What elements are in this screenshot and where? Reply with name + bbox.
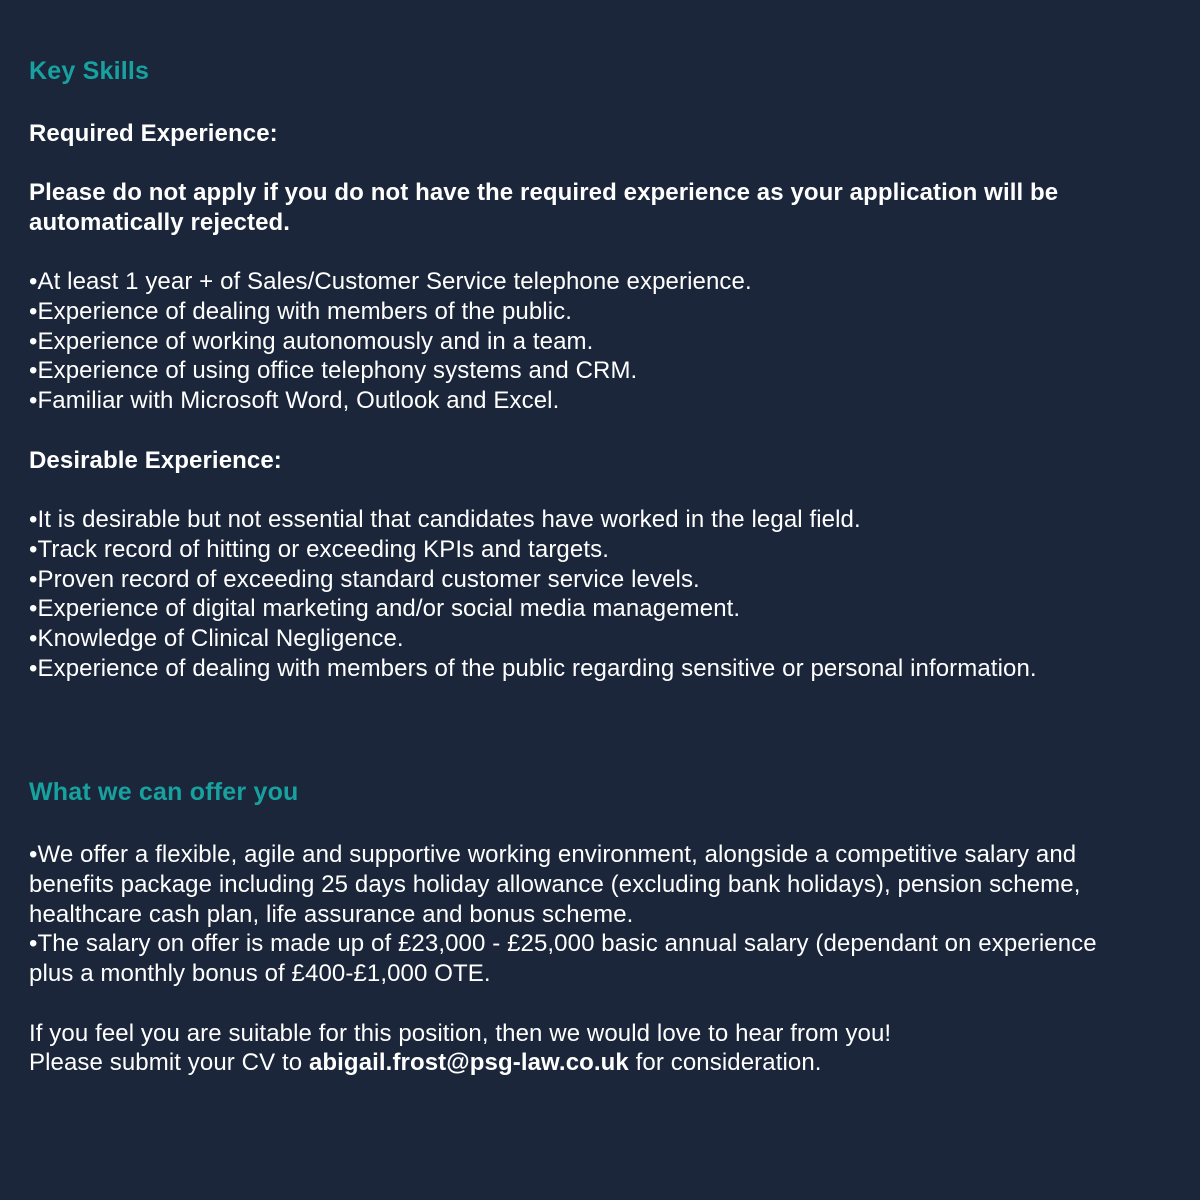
list-item: •At least 1 year + of Sales/Customer Service telephone experience. xyxy=(29,268,752,295)
required-warning: Please do not apply if you do not have the required experience as your application will be automatically rejected. xyxy=(29,179,1066,236)
list-item: •Familiar with Microsoft Word, Outlook and Excel. xyxy=(29,387,560,415)
list-item: •Experience of digital marketing and/or social media management. xyxy=(29,595,741,623)
key-skills-heading: Key Skills xyxy=(29,57,150,85)
list-item: •Experience of dealing with members of the public. xyxy=(29,297,573,325)
offer-heading: What we can offer you xyxy=(29,778,299,806)
offer-list xyxy=(29,840,1130,989)
closing-line-1: If you feel you are suitable for this position, then we would love to hear from you! xyxy=(29,1020,892,1047)
list-item: •It is desirable but not essential that candidates have worked in the legal field. xyxy=(29,506,861,533)
contact-email-link[interactable]: abigail.frost@psg-law.co.uk xyxy=(308,1049,629,1076)
closing-line-2 xyxy=(29,1048,1174,1078)
required-experience-heading: Required Experience: xyxy=(29,120,278,147)
closing-suffix: for consideration. xyxy=(628,1049,822,1076)
list-item: •Experience of using office telephony systems and CRM. xyxy=(29,357,638,385)
list-item: •Experience of working autonomously and in a team. xyxy=(29,327,594,355)
list-item: •Proven record of exceeding standard customer service levels. xyxy=(29,565,700,593)
closing-prefix: Please submit your CV to xyxy=(29,1049,309,1076)
list-item: •The salary on offer is made up of £23,000 - £25,000 basic annual salary (dependant on experience plus a monthly bonus of £400-£1,000 OTE. xyxy=(29,930,1097,988)
list-item: •We offer a flexible, agile and supportive working environment, alongside a competitive salary and benefits package including 25 days holiday allowance (excluding bank holidays), pension scheme, healthcare cash plan, life assurance and bonus scheme. xyxy=(29,841,1081,928)
list-item: •Track record of hitting or exceeding KPIs and targets. xyxy=(29,535,609,563)
list-item: •Experience of dealing with members of the public regarding sensitive or personal information. xyxy=(29,654,1037,682)
list-item: •Knowledge of Clinical Negligence. xyxy=(29,625,404,653)
desirable-experience-heading: Desirable Experience: xyxy=(29,447,282,474)
required-experience-list xyxy=(29,267,1174,416)
desirable-experience-list xyxy=(29,505,1050,684)
